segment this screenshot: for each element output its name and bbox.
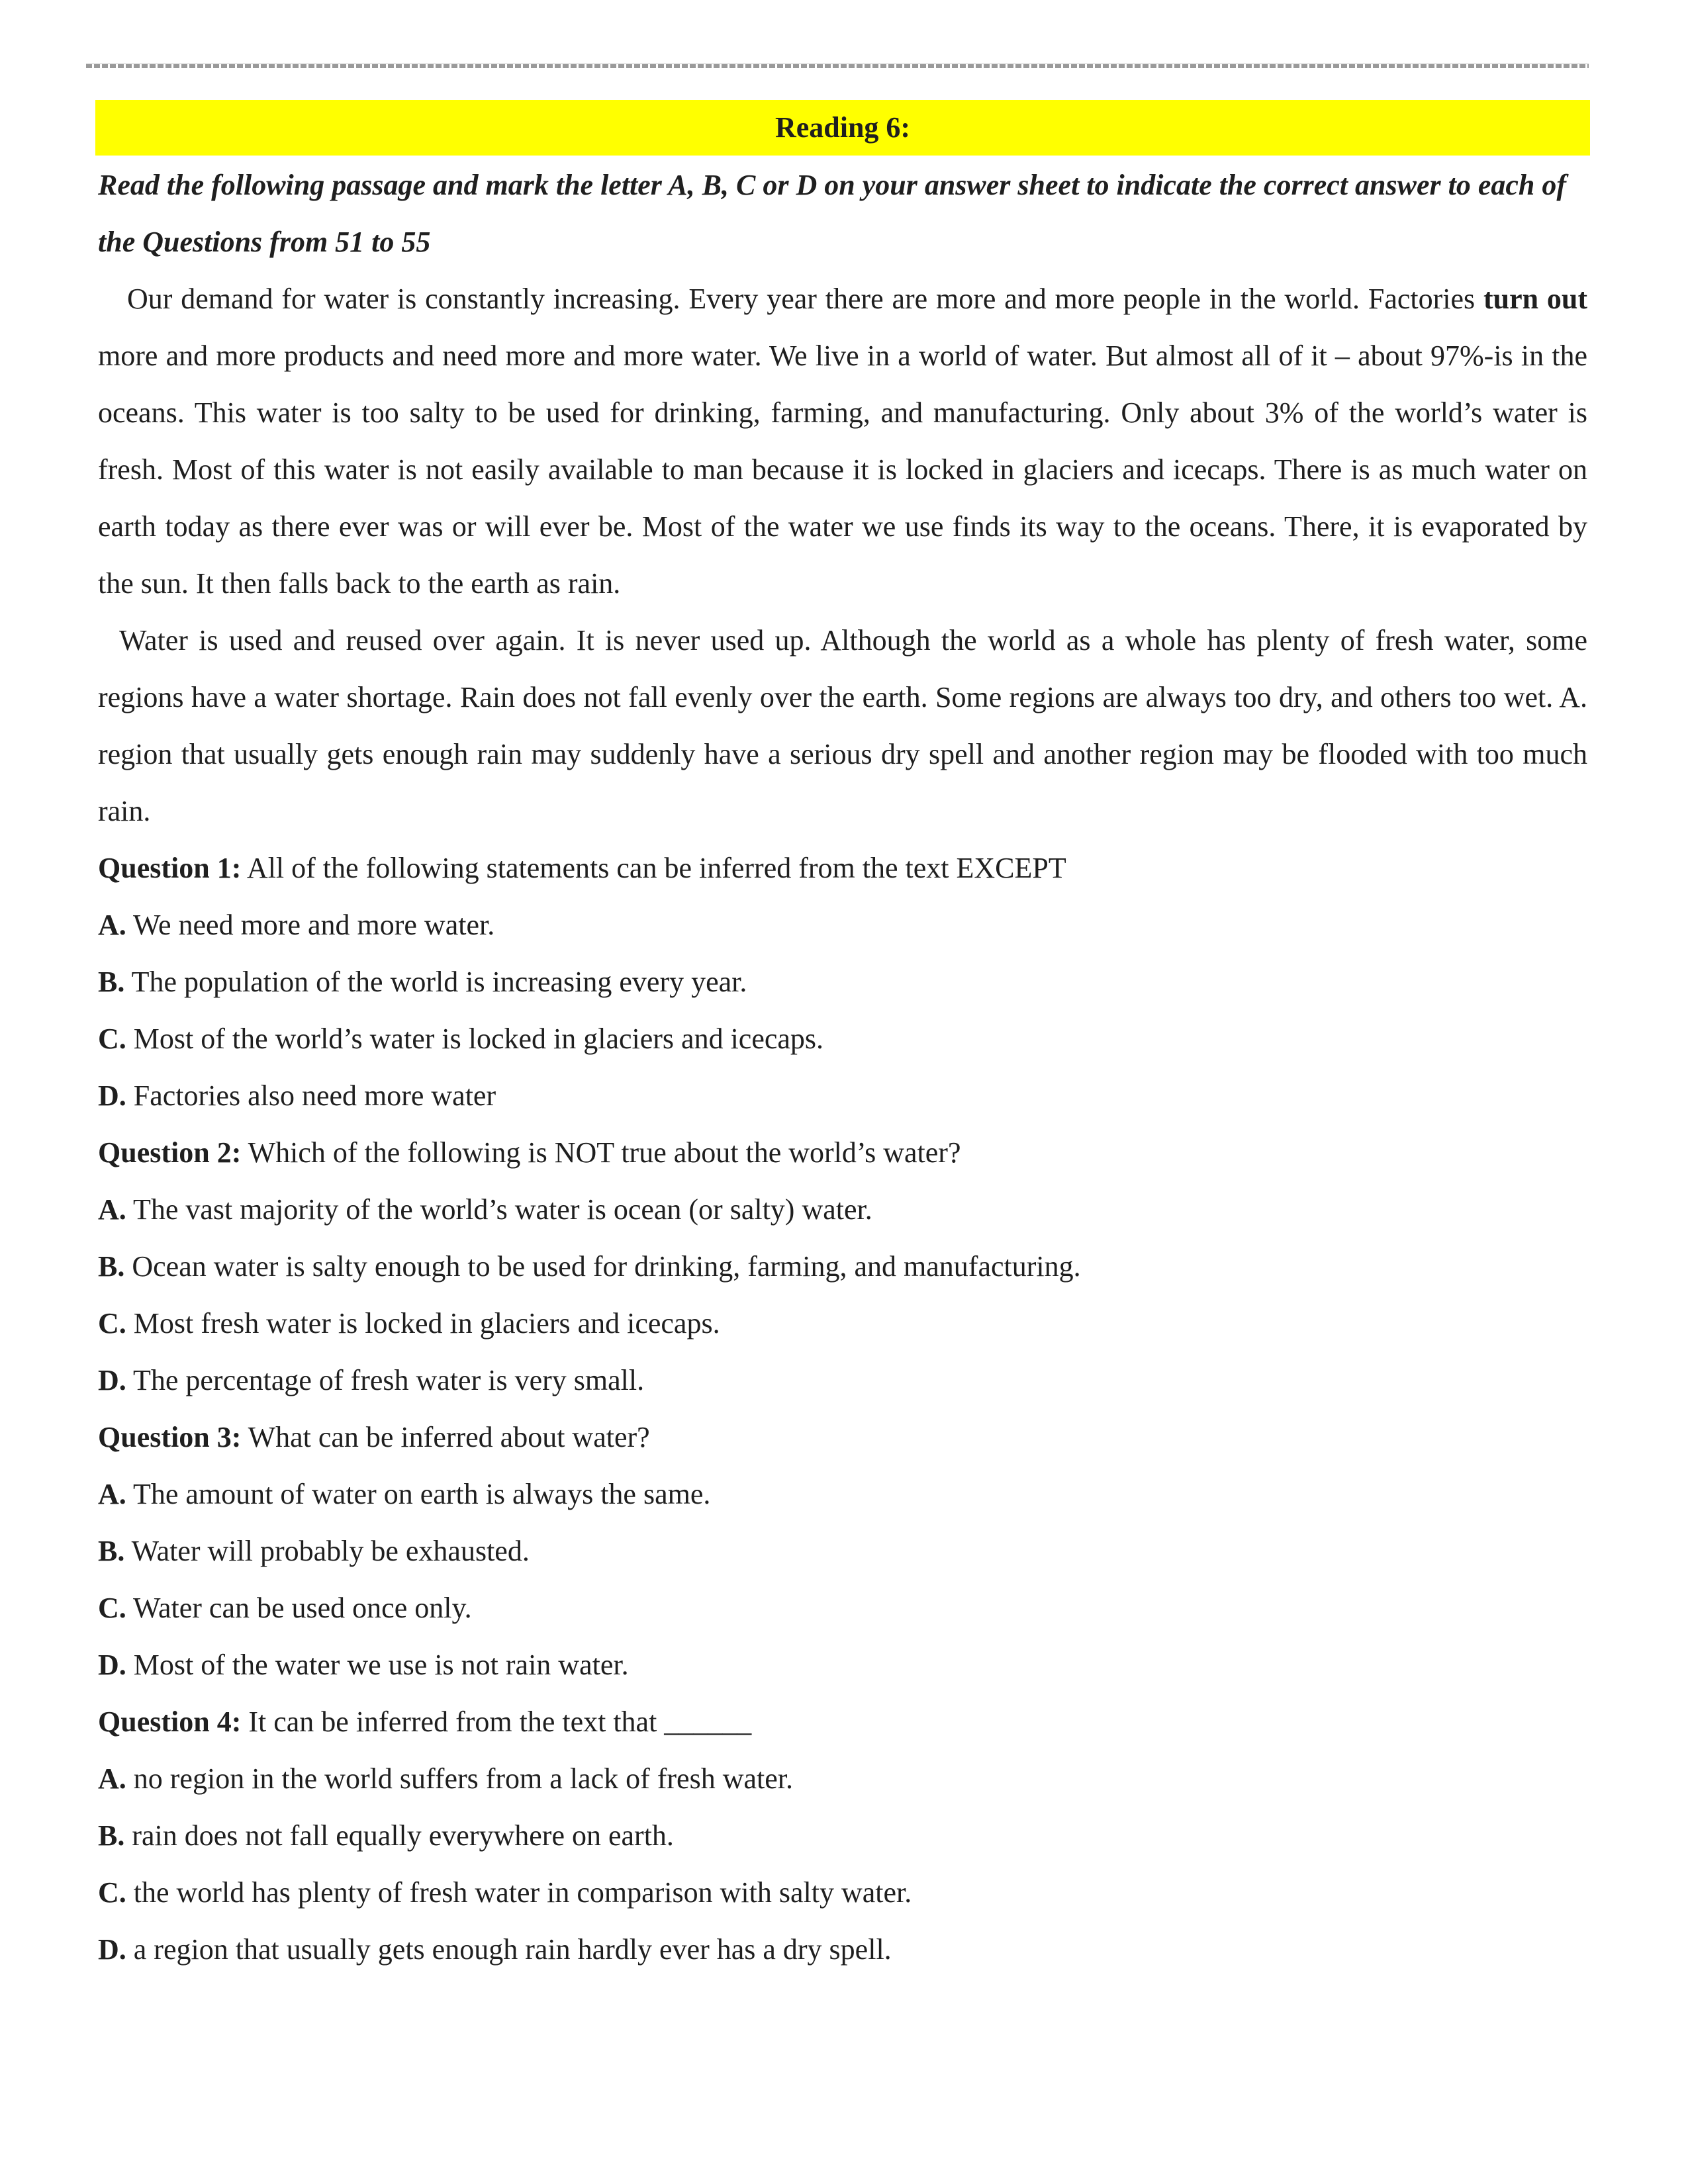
reading-passage — [98, 271, 1587, 840]
answer-option[interactable] — [98, 1011, 1587, 1068]
option-text: Ocean water is salty enough to be used for drinking, farming, and manufacturing. — [124, 1250, 1081, 1283]
question-block — [98, 1694, 1587, 1978]
option-text: The vast majority of the world’s water is ocean (or salty) water. — [126, 1193, 872, 1226]
section-title: Reading 6: — [95, 100, 1590, 156]
answer-option[interactable] — [98, 1921, 1587, 1978]
answer-option[interactable] — [98, 1580, 1587, 1637]
answer-option[interactable] — [98, 1523, 1587, 1580]
option-letter: B. — [98, 1250, 125, 1283]
answer-option[interactable] — [98, 1068, 1587, 1124]
option-text: no region in the world suffers from a lack of fresh water. — [126, 1762, 793, 1795]
instruction-text: Read the following passage and mark the letter A, B, C or D on your answer sheet to indicate the correct answer to each of the Questions from 51 to 55 — [98, 169, 1567, 258]
answer-option[interactable] — [98, 1807, 1587, 1864]
answer-option[interactable] — [98, 1751, 1587, 1807]
option-letter: D. — [98, 1933, 126, 1966]
option-letter: A. — [98, 1478, 126, 1510]
answer-option[interactable] — [98, 1864, 1587, 1921]
header-rule — [86, 64, 1589, 68]
option-letter: B. — [98, 1535, 125, 1567]
question-stem — [98, 1694, 1587, 1751]
highlighted-phrase: turn out — [1483, 283, 1588, 315]
option-text: The percentage of fresh water is very small. — [126, 1364, 645, 1396]
option-text: We need more and more water. — [126, 909, 495, 941]
question-stem — [98, 1409, 1587, 1466]
answer-option[interactable] — [98, 1181, 1587, 1238]
option-text: rain does not fall equally everywhere on earth. — [124, 1819, 674, 1852]
option-text: The amount of water on earth is always the same. — [126, 1478, 711, 1510]
passage-text: Our demand for water is constantly increasing. Every year there are more and more people in the world. Factories — [127, 283, 1483, 315]
question-text: What can be inferred about water? — [241, 1421, 650, 1453]
answer-option[interactable] — [98, 1352, 1587, 1409]
document-body — [98, 100, 1587, 1978]
option-letter: C. — [98, 1023, 126, 1055]
question-block — [98, 840, 1587, 1124]
option-letter: D. — [98, 1364, 126, 1396]
question-block — [98, 1124, 1587, 1409]
question-text: Which of the following is NOT true about the world’s water? — [241, 1136, 961, 1169]
option-text: Most fresh water is locked in glaciers and icecaps. — [126, 1307, 720, 1340]
option-letter: A. — [98, 909, 126, 941]
question-text: All of the following statements can be inferred from the text EXCEPT — [241, 852, 1066, 884]
passage-paragraph-1 — [98, 271, 1587, 612]
answer-option[interactable] — [98, 954, 1587, 1011]
question-stem — [98, 1124, 1587, 1181]
option-text: Water will probably be exhausted. — [124, 1535, 530, 1567]
option-letter: C. — [98, 1592, 126, 1624]
answer-option[interactable] — [98, 1295, 1587, 1352]
option-letter: D. — [98, 1649, 126, 1681]
question-label: Question 3: — [98, 1421, 242, 1453]
question-label: Question 1: — [98, 852, 242, 884]
option-letter: A. — [98, 1762, 126, 1795]
option-text: The population of the world is increasing every year. — [124, 966, 747, 998]
passage-text: more and more products and need more and more water. We live in a world of water. But almost all of it – about 97%-is in the oceans. This water is too salty to be used for drinking, farming, and manufacturing. Only about 3% of the world’s water is fresh. Most of this water is not easily available to man because it is locked in glaciers and icecaps. There is as much water on earth today as there ever was or will ever be. Most of the water we use finds its way to the oceans. There, it is evaporated by the sun. It then falls back to the earth as rain. — [98, 340, 1587, 600]
option-letter: B. — [98, 966, 125, 998]
question-label: Question 4: — [98, 1706, 242, 1738]
option-text: Factories also need more water — [126, 1079, 496, 1112]
option-letter: A. — [98, 1193, 126, 1226]
answer-option[interactable] — [98, 1238, 1587, 1295]
option-letter: C. — [98, 1876, 126, 1909]
question-text: It can be inferred from the text that ______ — [241, 1706, 752, 1738]
question-block — [98, 1409, 1587, 1694]
option-letter: D. — [98, 1079, 126, 1112]
option-text: Most of the water we use is not rain water. — [126, 1649, 629, 1681]
option-text: Most of the world’s water is locked in glaciers and icecaps. — [126, 1023, 824, 1055]
question-label: Question 2: — [98, 1136, 242, 1169]
answer-option[interactable] — [98, 1466, 1587, 1523]
option-text: Water can be used once only. — [126, 1592, 472, 1624]
option-letter: C. — [98, 1307, 126, 1340]
option-text: a region that usually gets enough rain hardly ever has a dry spell. — [126, 1933, 892, 1966]
answer-option[interactable] — [98, 1637, 1587, 1694]
answer-option[interactable] — [98, 897, 1587, 954]
question-stem — [98, 840, 1587, 897]
passage-paragraph-2: Water is used and reused over again. It is never used up. Although the world as a whole has plenty of fresh water, some regions have a water shortage. Rain does not fall evenly over the earth. Some regions are always too dry, and others too wet. A. region that usually gets enough rain may suddenly have a serious dry spell and another region may be flooded with too much rain. — [98, 624, 1587, 827]
option-letter: B. — [98, 1819, 125, 1852]
option-text: the world has plenty of fresh water in comparison with salty water. — [126, 1876, 912, 1909]
